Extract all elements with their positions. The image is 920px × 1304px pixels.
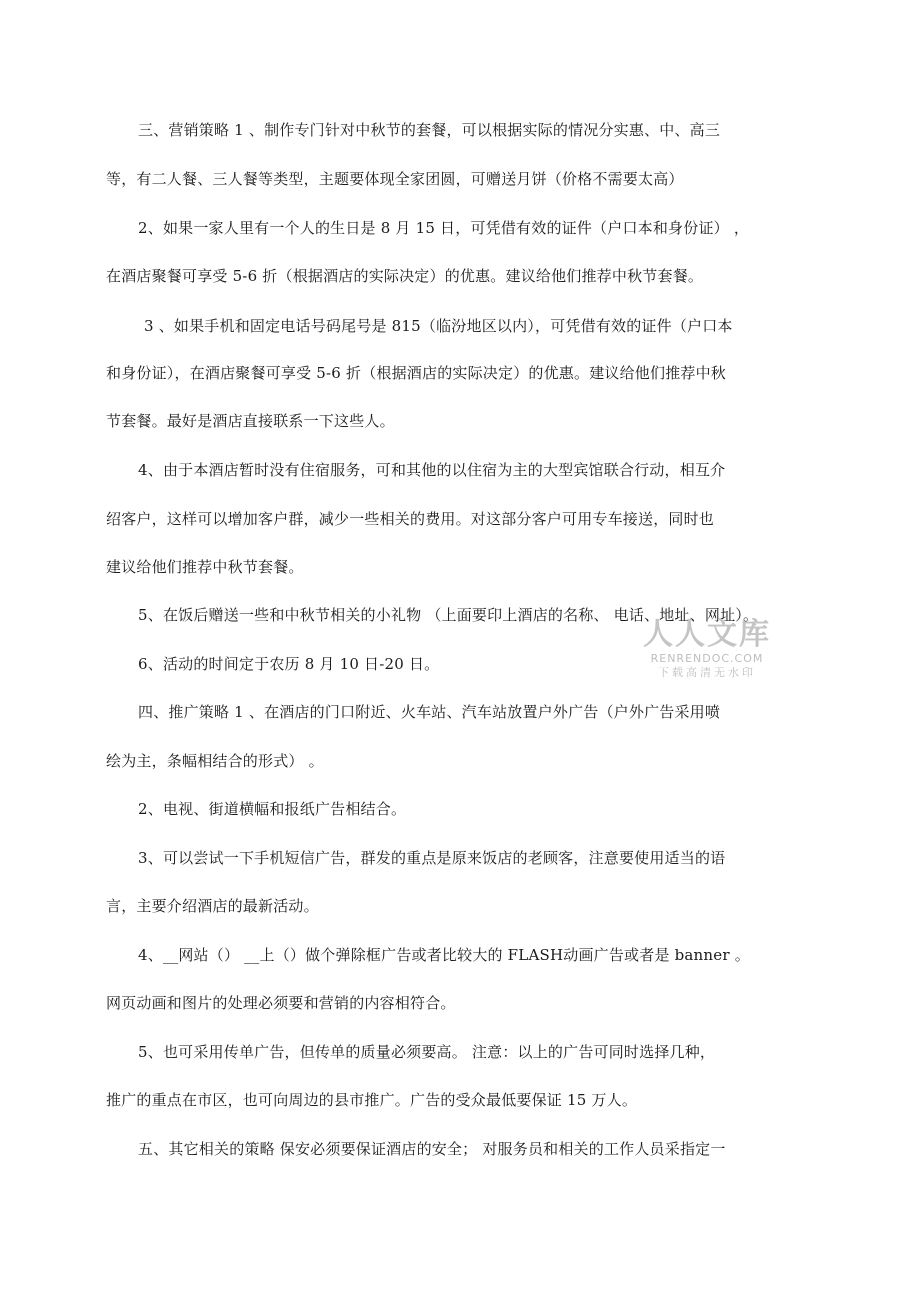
watermark-site: RENRENDOC.COM [650,652,764,665]
watermark-logo [632,618,782,680]
text-line: 2、如果一家人里有一个人的生日是 8 月 15 日，可凭借有效的证件（户口本和身份证） ， [138,219,750,237]
text-line: 3 、如果手机和固定电话号码尾号是 815（临汾地区以内），可凭借有效的证件（户口本 [144,317,733,335]
text-line: 3、可以尝试一下手机短信广告，群发的重点是原来饭店的老顾客，注意要使用适当的语 [138,849,726,867]
text-line: 言，主要介绍酒店的最新活动。 [106,897,319,915]
text-line: 在酒店聚餐可享受 5-6 折（根据酒店的实际决定）的优惠。建议给他们推荐中秋节套餐。 [106,267,704,285]
text-line: 节套餐。最好是酒店直接联系一下这些人。 [106,412,395,430]
text-line: 和身份证），在酒店聚餐可享受 5-6 折（根据酒店的实际决定）的优惠。建议给他们推荐中秋 [106,364,726,382]
text-line: 4、由于本酒店暂时没有住宿服务，可和其他的以住宿为主的大型宾馆联合行动，相互介 [138,461,726,479]
text-line: 5、也可采用传单广告，但传单的质量必须要高。 注意：以上的广告可同时选择几种， [138,1043,716,1061]
text-line: 五、其它相关的策略 保安必须要保证酒店的安全； 对服务员和相关的工作人员采指定一 [138,1140,726,1158]
text-line: 绘为主，条幅相结合的形式） 。 [106,752,324,770]
text-line: 绍客户，这样可以增加客户群，减少一些相关的费用。对这部分客户可用专车接送，同时也 [106,510,715,528]
text-line: 四、推广策略 1 、在酒店的门口附近、火车站、汽车站放置户外广告（户外广告采用喷 [138,703,721,721]
watermark-subtitle: 下载高清无水印 [658,666,756,679]
text-line: 等，有二人餐、三人餐等类型，主题要体现全家团圆，可赠送月饼（价格不需要太高） [106,170,684,188]
watermark-title: 人人文库 [643,617,771,652]
text-line: 2、电视、街道横幅和报纸广告相结合。 [138,800,407,818]
text-line: 建议给他们推荐中秋节套餐。 [106,558,304,576]
text-line: 三、营销策略 1 、制作专门针对中秋节的套餐，可以根据实际的情况分实惠、中、高三 [138,121,721,139]
text-line: 推广的重点在市区，也可向周边的县市推广。广告的受众最低要保证 15 万人。 [106,1091,638,1109]
text-line: 5、在饭后赠送一些和中秋节相关的小礼物 （上面要印上酒店的名称、 电话、地址、网址）。 [138,606,759,624]
text-line: 4、__网站（） __上（）做个弹除框广告或者比较大的 FLASH动画广告或者是 banner 。 [138,946,750,964]
text-line: 网页动画和图片的处理必须要和营销的内容相符合。 [106,994,456,1012]
text-line: 6、活动的时间定于农历 8 月 10 日-20 日。 [138,655,440,673]
